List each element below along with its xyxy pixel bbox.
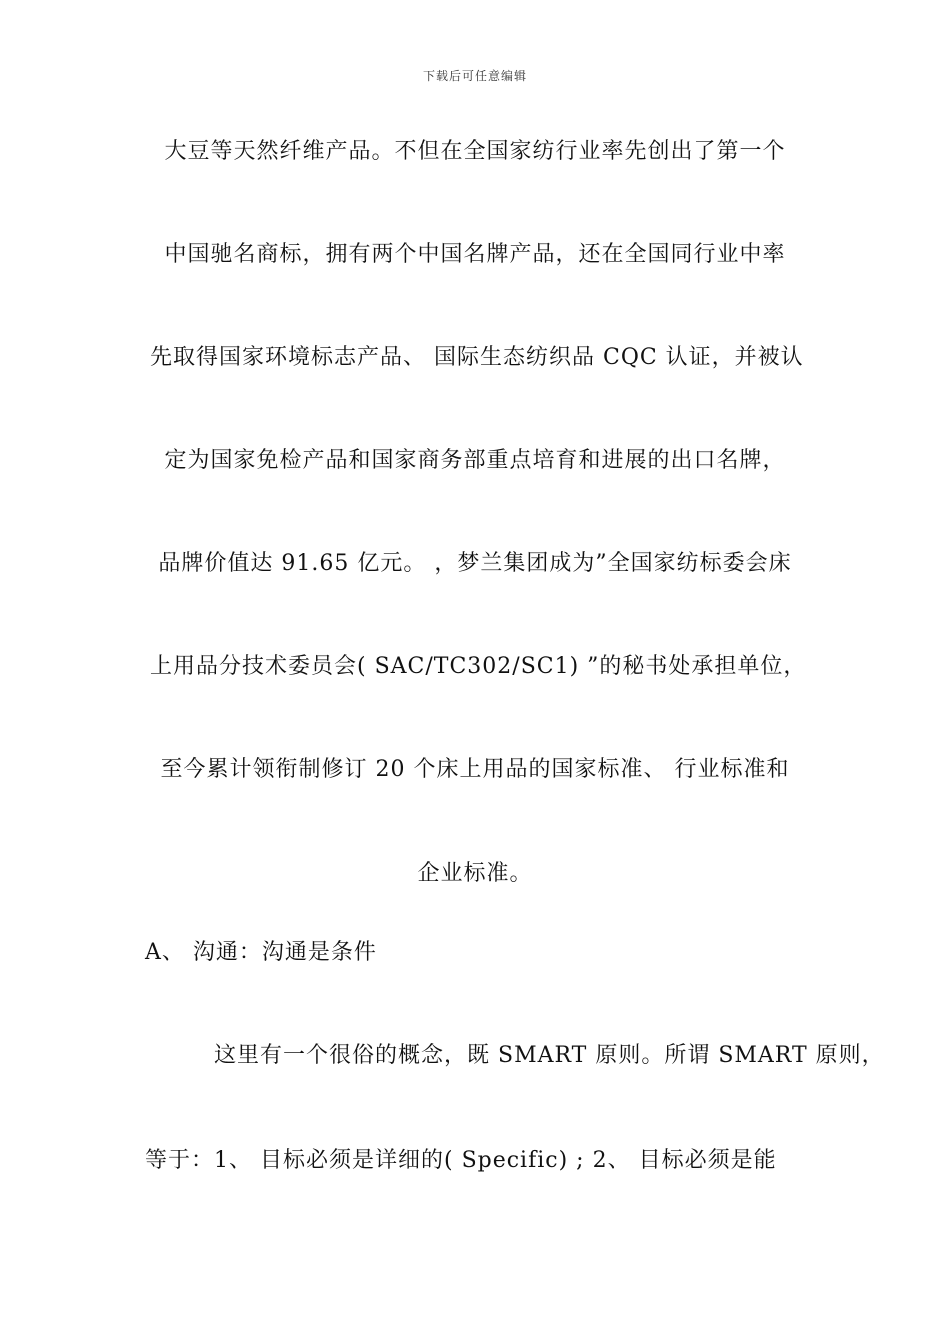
paragraph-line: 这里有一个很俗的概念，既 SMART 原则。所谓 SMART 原则， [214,1043,885,1068]
paragraph-line: 等于：1、 目标必须是详细的( Specific) ; 2、 目标必须是能 [145,1148,777,1173]
text-line: 至今累计领衔制修订 20 个床上用品的国家标准、 行业标准和 [160,757,790,782]
section-heading: A、 沟通：沟通是条件 [145,940,377,965]
text-line: 大豆等天然纤维产品。不但在全国家纺行业率先创出了第一个 [164,139,786,164]
text-line: 品牌价值达 91.65 亿元。 ，梦兰集团成为”全国家纺标委会床 [158,551,792,576]
text-line: 定为国家免检产品和国家商务部重点培育和进展的出口名牌， [164,448,786,473]
text-line: 企业标准。 [417,861,533,886]
text-line: 上用品分技术委员会( SAC/TC302/SC1) ”的秘书处承担单位， [150,654,807,679]
page-header-note: 下载后可任意编辑 [422,69,527,83]
text-line: 先取得国家环境标志产品、 国际生态纺织品 CQC 认证，并被认 [150,345,804,370]
text-line: 中国驰名商标，拥有两个中国名牌产品，还在全国同行业中率 [164,242,786,267]
